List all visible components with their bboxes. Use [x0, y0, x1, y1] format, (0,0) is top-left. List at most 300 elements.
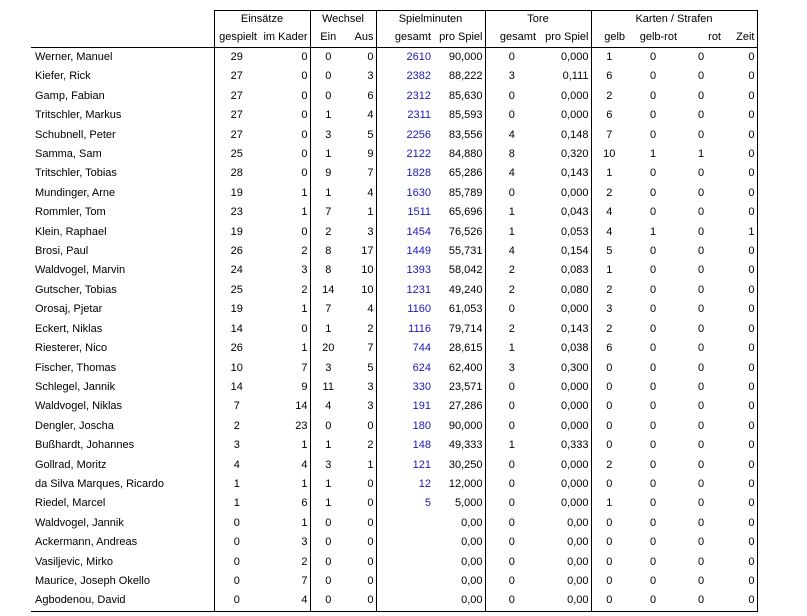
cell-minuten-gesamt: 12: [376, 475, 433, 494]
cell-gelb-rot: 0: [649, 245, 657, 258]
cell-rot: 0: [697, 206, 705, 219]
player-name: Gutscher, Tobias: [35, 283, 117, 296]
cell-im-kader: 1: [301, 186, 308, 199]
cell-gespielt: 0: [214, 533, 259, 552]
cell-minuten-pro-spiel: 61,053: [448, 303, 483, 316]
cell-zeit: 0: [723, 145, 757, 164]
cell-aus: 4: [367, 186, 374, 199]
column-header-im-kader: im Kader: [259, 28, 310, 48]
cell-tore-gesamt: 2: [485, 261, 538, 280]
cell-aus: 0: [367, 516, 374, 529]
column-header-tore-gesamt: gesamt: [485, 28, 538, 48]
cell-gelb: 5: [591, 242, 627, 261]
cell-tore-gesamt: 4: [485, 164, 538, 183]
cell-minuten-gesamt: 2122: [376, 145, 433, 164]
cell-gelb-rot: 0: [649, 89, 657, 102]
cell-ein: 1: [310, 320, 346, 339]
table-row: [31, 126, 757, 145]
cell-rot: 0: [697, 400, 705, 413]
cell-gelb-rot: 0: [649, 109, 657, 122]
table-row: [31, 533, 757, 552]
player-name: Tritschler, Markus: [35, 109, 122, 122]
cell-zeit: 0: [723, 87, 757, 106]
cell-rot: 1: [697, 148, 705, 161]
cell-gespielt: 19: [214, 300, 259, 319]
cell-im-kader: 0: [301, 109, 308, 122]
cell-aus: 0: [367, 51, 374, 63]
cell-zeit: 0: [723, 67, 757, 86]
cell-aus: 0: [367, 419, 374, 432]
table-row: [31, 184, 757, 203]
cell-zeit: 0: [723, 397, 757, 416]
cell-im-kader: 0: [301, 128, 308, 141]
cell-tore-pro-spiel: 0,00: [538, 591, 591, 611]
table-row: [31, 223, 757, 242]
cell-aus: 2: [367, 439, 374, 452]
player-name: Agbodenou, David: [31, 591, 214, 611]
cell-rot: 0: [697, 264, 705, 277]
cell-gespielt: 27: [214, 87, 259, 106]
cell-aus: 7: [367, 342, 374, 355]
cell-ein: 0: [310, 417, 346, 436]
cell-tore-pro-spiel: 0,000: [560, 89, 589, 102]
cell-gespielt: 25: [214, 145, 259, 164]
cell-zeit: 0: [723, 436, 757, 455]
cell-minuten-pro-spiel: 58,042: [448, 264, 483, 277]
cell-tore-pro-spiel: 0,00: [567, 516, 589, 529]
cell-gelb-rot: 0: [649, 128, 657, 141]
cell-rot: 0: [697, 89, 705, 102]
cell-gelb: 6: [591, 106, 627, 125]
cell-tore-pro-spiel: 0,148: [560, 128, 589, 141]
cell-rot: 0: [697, 497, 705, 510]
table-row: [31, 261, 757, 280]
cell-aus: 10: [361, 283, 374, 296]
cell-gespielt: 24: [214, 261, 259, 280]
cell-gelb: 2: [591, 281, 627, 300]
cell-tore-gesamt: 0: [485, 184, 538, 203]
cell-tore-gesamt: 0: [485, 48, 538, 68]
cell-zeit: 0: [723, 378, 757, 397]
table-row: [31, 359, 757, 378]
cell-minuten-gesamt: 148: [376, 436, 433, 455]
table-row: [31, 67, 757, 86]
table-row: [31, 417, 757, 436]
player-name: Gollrad, Moritz: [35, 458, 107, 471]
cell-gelb-rot: 0: [649, 206, 657, 219]
cell-im-kader: 0: [301, 225, 308, 238]
column-header-ein: Ein: [310, 28, 346, 48]
cell-im-kader: 0: [301, 148, 308, 161]
cell-tore-gesamt: 0: [485, 553, 538, 572]
cell-tore-pro-spiel: 0,00: [567, 574, 589, 587]
cell-ein: 1: [310, 436, 346, 455]
cell-gespielt: 3: [214, 436, 259, 455]
cell-zeit: 0: [723, 475, 757, 494]
cell-minuten-pro-spiel: 90,000: [448, 51, 483, 63]
player-name: Brosi, Paul: [35, 245, 89, 258]
cell-minuten-gesamt: 2382: [376, 67, 433, 86]
table-row: [31, 397, 757, 416]
cell-minuten-gesamt: 1630: [376, 184, 433, 203]
cell-ein: 0: [310, 553, 346, 572]
cell-gespielt: 29: [214, 48, 259, 68]
cell-rot: 0: [697, 477, 705, 490]
cell-im-kader: 3: [301, 536, 308, 549]
table-row: [31, 48, 757, 68]
cell-tore-pro-spiel: 0,143: [560, 167, 589, 180]
cell-zeit: 0: [723, 572, 757, 591]
cell-ein: 8: [310, 261, 346, 280]
cell-gelb: 6: [591, 67, 627, 86]
cell-im-kader: 0: [301, 70, 308, 83]
cell-gespielt: 1: [214, 475, 259, 494]
cell-gelb: 3: [591, 300, 627, 319]
cell-tore-pro-spiel: 0,000: [560, 400, 589, 413]
cell-gelb: 0: [591, 572, 627, 591]
group-header-karten: Karten / Strafen: [591, 11, 757, 29]
cell-ein: 1: [310, 145, 346, 164]
player-name: Vasiljevic, Mirko: [35, 555, 114, 568]
cell-rot: 0: [697, 51, 705, 63]
cell-ein: 0: [310, 514, 346, 533]
player-name: Schlegel, Jannik: [35, 380, 116, 393]
cell-aus: 5: [367, 128, 374, 141]
cell-rot: 0: [697, 574, 705, 587]
table-row: [31, 242, 757, 261]
cell-tore-pro-spiel: 0,143: [560, 322, 589, 335]
cell-gelb: 6: [591, 339, 627, 358]
table-row: [31, 553, 757, 572]
cell-zeit: 0: [723, 320, 757, 339]
player-name: Bußhardt, Johannes: [35, 439, 135, 452]
cell-gelb-rot: 0: [649, 342, 657, 355]
cell-minuten-gesamt: [376, 514, 433, 533]
cell-gelb-rot: 0: [649, 70, 657, 83]
player-name: Eckert, Niklas: [35, 322, 103, 335]
cell-minuten-pro-spiel: 27,286: [448, 400, 483, 413]
cell-gelb: 2: [591, 184, 627, 203]
player-name: Maurice, Joseph Okello: [35, 574, 150, 587]
cell-tore-pro-spiel: 0,00: [567, 555, 589, 568]
cell-tore-gesamt: 0: [485, 106, 538, 125]
cell-minuten-pro-spiel: 65,286: [448, 167, 483, 180]
column-header-zeit: Zeit: [723, 28, 757, 48]
cell-im-kader: 1: [301, 206, 308, 219]
cell-rot: 0: [697, 70, 705, 83]
cell-im-kader: 1: [301, 342, 308, 355]
cell-gelb: 1: [591, 48, 627, 68]
cell-ein: 0: [310, 591, 346, 611]
player-name: Samma, Sam: [35, 148, 102, 161]
player-name: Werner, Manuel: [35, 51, 113, 63]
cell-tore-pro-spiel: 0,000: [560, 497, 589, 510]
cell-gespielt: 0: [214, 553, 259, 572]
cell-im-kader: 3: [301, 264, 308, 277]
cell-gelb-rot: 0: [649, 458, 657, 471]
cell-gelb: 0: [591, 533, 627, 552]
cell-gespielt: 2: [214, 417, 259, 436]
cell-tore-pro-spiel: 0,000: [560, 380, 589, 393]
cell-tore-pro-spiel: 0,053: [560, 225, 589, 238]
cell-gelb-rot: 0: [649, 322, 657, 335]
column-header-gelb-rot: gelb-rot: [627, 28, 679, 48]
cell-zeit: 0: [723, 203, 757, 222]
cell-zeit: 0: [723, 242, 757, 261]
cell-gespielt: 28: [214, 164, 259, 183]
cell-gespielt: 27: [214, 126, 259, 145]
cell-im-kader: 0: [301, 167, 308, 180]
cell-gespielt: 1: [214, 494, 259, 513]
cell-tore-gesamt: 0: [485, 87, 538, 106]
cell-tore-gesamt: 1: [485, 436, 538, 455]
cell-tore-gesamt: 1: [485, 203, 538, 222]
cell-im-kader: 1: [301, 439, 308, 452]
cell-rot: 0: [697, 225, 705, 238]
cell-minuten-pro-spiel: 23,571: [448, 380, 483, 393]
cell-minuten-gesamt: 330: [376, 378, 433, 397]
cell-minuten-gesamt: 121: [376, 456, 433, 475]
group-header-tore: Tore: [485, 11, 591, 29]
player-name: Mundinger, Arne: [35, 186, 116, 199]
cell-im-kader: 6: [301, 497, 308, 510]
cell-aus: 3: [367, 225, 374, 238]
cell-minuten-gesamt: 191: [376, 397, 433, 416]
cell-minuten-pro-spiel: 5,000: [454, 497, 483, 510]
cell-rot: 0: [697, 245, 705, 258]
cell-im-kader: 23: [295, 419, 308, 432]
cell-tore-pro-spiel: 0,000: [560, 477, 589, 490]
cell-minuten-pro-spiel: 76,526: [448, 225, 483, 238]
cell-gelb-rot: 0: [649, 264, 657, 277]
cell-ein: 1: [310, 494, 346, 513]
cell-gelb: 1: [591, 261, 627, 280]
cell-tore-gesamt: 2: [485, 320, 538, 339]
cell-gespielt: 0: [214, 591, 259, 611]
table-row: [31, 300, 757, 319]
cell-aus: 0: [367, 536, 374, 549]
cell-gelb-rot: 0: [649, 167, 657, 180]
cell-gelb-rot: 0: [649, 439, 657, 452]
cell-zeit: 0: [723, 533, 757, 552]
column-header-minuten-pro-spiel: pro Spiel: [433, 28, 485, 48]
cell-zeit: 0: [723, 339, 757, 358]
cell-ein: 0: [310, 48, 346, 68]
cell-tore-gesamt: 0: [485, 300, 538, 319]
cell-rot: 0: [697, 109, 705, 122]
cell-minuten-pro-spiel: 49,240: [448, 283, 483, 296]
name-column-header: [31, 28, 214, 48]
cell-gelb: 0: [591, 397, 627, 416]
player-name: Ackermann, Andreas: [35, 536, 138, 549]
table-row: [31, 572, 757, 591]
cell-tore-pro-spiel: 0,320: [560, 148, 589, 161]
column-header-gelb: gelb: [591, 28, 627, 48]
cell-minuten-gesamt: 1454: [376, 223, 433, 242]
table-row: [31, 494, 757, 513]
table-row: [31, 87, 757, 106]
cell-minuten-pro-spiel: 79,714: [448, 322, 483, 335]
player-name: Waldvogel, Marvin: [35, 264, 126, 277]
cell-tore-gesamt: 2: [485, 281, 538, 300]
cell-gelb-rot: 0: [649, 497, 657, 510]
cell-gelb-rot: 0: [649, 477, 657, 490]
cell-tore-gesamt: 4: [485, 242, 538, 261]
cell-im-kader: 7: [301, 574, 308, 587]
player-name: da Silva Marques, Ricardo: [35, 477, 165, 490]
cell-gelb-rot: 1: [649, 225, 657, 238]
cell-gespielt: 27: [214, 67, 259, 86]
cell-gespielt: 26: [214, 242, 259, 261]
cell-tore-gesamt: 0: [485, 514, 538, 533]
cell-gelb: 0: [591, 359, 627, 378]
cell-tore-gesamt: 1: [485, 339, 538, 358]
cell-minuten-pro-spiel: 28,615: [448, 342, 483, 355]
cell-rot: 0: [697, 516, 705, 529]
cell-tore-gesamt: 0: [485, 533, 538, 552]
cell-zeit: 0: [723, 300, 757, 319]
cell-rot: 0: [697, 439, 705, 452]
cell-tore-gesamt: 4: [485, 126, 538, 145]
cell-gelb-rot: 0: [649, 536, 657, 549]
cell-zeit: 0: [723, 126, 757, 145]
table-body: [31, 48, 757, 612]
cell-gelb-rot: 0: [649, 303, 657, 316]
cell-im-kader: 2: [301, 555, 308, 568]
cell-tore-gesamt: 0: [485, 378, 538, 397]
cell-ein: 0: [310, 533, 346, 552]
cell-aus: 0: [367, 555, 374, 568]
cell-tore-gesamt: 0: [485, 397, 538, 416]
table-row: [31, 456, 757, 475]
cell-minuten-pro-spiel: 12,000: [448, 477, 483, 490]
table-row: [31, 203, 757, 222]
cell-ein: 0: [310, 572, 346, 591]
cell-rot: 0: [697, 283, 705, 296]
cell-aus: 6: [367, 89, 374, 102]
cell-gelb: 1: [591, 494, 627, 513]
player-name: Rommler, Tom: [35, 206, 106, 219]
cell-ein: 7: [310, 203, 346, 222]
cell-aus: 10: [361, 264, 374, 277]
cell-aus: 1: [367, 206, 374, 219]
column-header-minuten-gesamt: gesamt: [376, 28, 433, 48]
cell-minuten-gesamt: 180: [376, 417, 433, 436]
cell-im-kader: 0: [301, 89, 308, 102]
cell-minuten-pro-spiel: 55,731: [448, 245, 483, 258]
cell-im-kader: 7: [301, 361, 308, 374]
cell-zeit: 0: [723, 164, 757, 183]
cell-tore-pro-spiel: 0,038: [560, 342, 589, 355]
cell-aus: 7: [367, 167, 374, 180]
cell-minuten-gesamt: [376, 591, 433, 611]
cell-ein: 7: [310, 300, 346, 319]
cell-minuten-gesamt: 744: [376, 339, 433, 358]
cell-gespielt: 0: [214, 572, 259, 591]
cell-ein: 11: [310, 378, 346, 397]
cell-zeit: 0: [723, 456, 757, 475]
player-name: Tritschler, Tobias: [35, 167, 117, 180]
cell-tore-gesamt: 3: [485, 67, 538, 86]
cell-gelb: 4: [591, 203, 627, 222]
cell-im-kader: 1: [301, 477, 308, 490]
cell-gelb-rot: 0: [649, 283, 657, 296]
cell-ein: 4: [310, 397, 346, 416]
cell-tore-pro-spiel: 0,000: [560, 458, 589, 471]
cell-tore-pro-spiel: 0,000: [560, 419, 589, 432]
cell-aus: 3: [367, 380, 374, 393]
cell-im-kader: 2: [301, 245, 308, 258]
cell-zeit: 0: [723, 106, 757, 125]
cell-tore-gesamt: 1: [485, 223, 538, 242]
cell-tore-pro-spiel: 0,080: [560, 283, 589, 296]
cell-minuten-gesamt: 1828: [376, 164, 433, 183]
table-row: [31, 281, 757, 300]
group-header-wechsel: Wechsel: [310, 11, 376, 29]
cell-gespielt: 27: [214, 106, 259, 125]
cell-minuten-pro-spiel: 85,593: [448, 109, 483, 122]
cell-minuten-gesamt: 2256: [376, 126, 433, 145]
cell-aus: 3: [367, 70, 374, 83]
cell-minuten-gesamt: [376, 553, 433, 572]
cell-minuten-gesamt: 1511: [376, 203, 433, 222]
cell-tore-pro-spiel: 0,000: [560, 51, 589, 63]
cell-gelb: 0: [591, 436, 627, 455]
cell-gelb: 1: [591, 164, 627, 183]
cell-ein: 1: [310, 106, 346, 125]
cell-aus: 0: [367, 497, 374, 510]
table-row: [31, 106, 757, 125]
player-name: Dengler, Joscha: [35, 419, 114, 432]
cell-tore-pro-spiel: 0,000: [560, 303, 589, 316]
cell-tore-pro-spiel: 0,043: [560, 206, 589, 219]
cell-zeit: 0: [723, 514, 757, 533]
cell-gelb-rot: 0: [649, 516, 657, 529]
player-name: Schubnell, Peter: [35, 128, 116, 141]
cell-im-kader: 0: [301, 322, 308, 335]
cell-gelb: 10: [591, 145, 627, 164]
table-row: [31, 320, 757, 339]
cell-rot: 0: [697, 555, 705, 568]
cell-minuten-pro-spiel: 85,630: [448, 89, 483, 102]
cell-rot: 0: [697, 380, 705, 393]
player-statistics-table: [31, 10, 758, 612]
cell-gespielt: 19: [214, 223, 259, 242]
player-name: Riedel, Marcel: [35, 497, 106, 510]
cell-gelb-rot: 0: [649, 51, 657, 63]
cell-minuten-gesamt: 1160: [376, 300, 433, 319]
cell-aus: 0: [367, 477, 374, 490]
cell-minuten-gesamt: 2311: [376, 106, 433, 125]
cell-minuten-pro-spiel: 0,00: [461, 516, 483, 529]
cell-ein: 3: [310, 126, 346, 145]
cell-gelb: 0: [591, 475, 627, 494]
player-name: Waldvogel, Niklas: [35, 400, 123, 413]
cell-tore-gesamt: 0: [485, 591, 538, 611]
table-row: [31, 591, 757, 611]
cell-tore-gesamt: 0: [485, 572, 538, 591]
cell-ein: 0: [310, 67, 346, 86]
cell-rot: 0: [697, 419, 705, 432]
cell-gelb-rot: 0: [649, 361, 657, 374]
cell-ein: 3: [310, 359, 346, 378]
cell-gespielt: 23: [214, 203, 259, 222]
cell-rot: 0: [697, 167, 705, 180]
cell-tore-gesamt: 0: [485, 475, 538, 494]
column-header-tore-pro-spiel: pro Spiel: [538, 28, 591, 48]
corner-cell: [31, 11, 214, 29]
cell-zeit: 0: [723, 261, 757, 280]
